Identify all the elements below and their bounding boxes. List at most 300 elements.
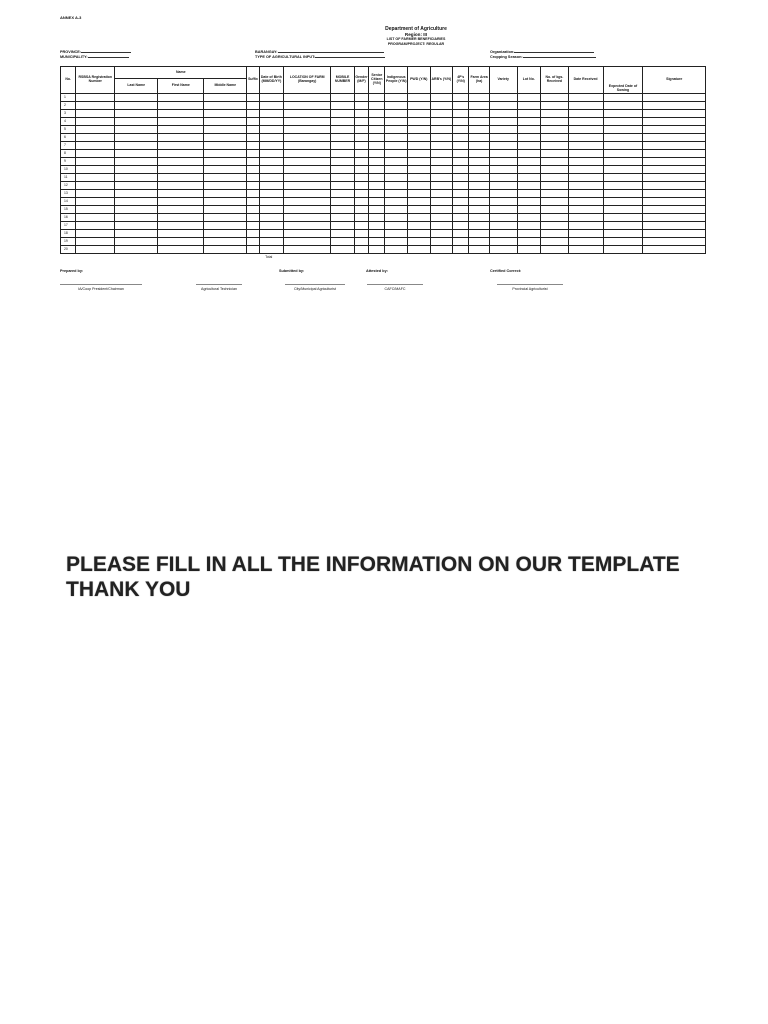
- table-cell[interactable]: [385, 94, 408, 102]
- table-cell[interactable]: [568, 142, 603, 150]
- table-cell[interactable]: [541, 174, 569, 182]
- table-cell[interactable]: [369, 102, 385, 110]
- table-cell[interactable]: [453, 94, 469, 102]
- table-cell[interactable]: [247, 190, 259, 198]
- table-cell[interactable]: [643, 214, 706, 222]
- table-cell[interactable]: [115, 214, 158, 222]
- table-cell[interactable]: [603, 102, 643, 110]
- table-cell[interactable]: [453, 142, 469, 150]
- table-cell[interactable]: [643, 142, 706, 150]
- table-cell[interactable]: [331, 246, 355, 254]
- table-cell[interactable]: [354, 110, 368, 118]
- table-cell[interactable]: [517, 110, 541, 118]
- table-cell[interactable]: [158, 206, 204, 214]
- table-cell[interactable]: [453, 238, 469, 246]
- table-cell[interactable]: [247, 174, 259, 182]
- table-cell[interactable]: [453, 110, 469, 118]
- table-cell[interactable]: [453, 166, 469, 174]
- table-cell[interactable]: [247, 110, 259, 118]
- table-cell[interactable]: [115, 134, 158, 142]
- table-cell[interactable]: [385, 150, 408, 158]
- table-cell[interactable]: [603, 198, 643, 206]
- table-cell[interactable]: [204, 222, 247, 230]
- table-cell[interactable]: [354, 182, 368, 190]
- table-cell[interactable]: [247, 214, 259, 222]
- table-cell[interactable]: [259, 238, 284, 246]
- table-cell[interactable]: [469, 190, 489, 198]
- table-cell[interactable]: [453, 158, 469, 166]
- table-cell[interactable]: [568, 118, 603, 126]
- table-cell[interactable]: [408, 166, 431, 174]
- table-cell[interactable]: [259, 206, 284, 214]
- table-cell[interactable]: [603, 126, 643, 134]
- table-cell[interactable]: [247, 182, 259, 190]
- table-cell[interactable]: [603, 166, 643, 174]
- table-cell[interactable]: [331, 190, 355, 198]
- table-cell[interactable]: [541, 134, 569, 142]
- table-cell[interactable]: [115, 126, 158, 134]
- table-cell[interactable]: [369, 198, 385, 206]
- table-cell[interactable]: [259, 198, 284, 206]
- table-cell[interactable]: [603, 230, 643, 238]
- table-cell[interactable]: [247, 118, 259, 126]
- table-cell[interactable]: [158, 134, 204, 142]
- table-cell[interactable]: [469, 142, 489, 150]
- table-cell[interactable]: [158, 142, 204, 150]
- table-cell[interactable]: [643, 206, 706, 214]
- table-cell[interactable]: [331, 182, 355, 190]
- table-cell[interactable]: [247, 158, 259, 166]
- table-cell[interactable]: [259, 158, 284, 166]
- table-cell[interactable]: [517, 174, 541, 182]
- table-cell[interactable]: [331, 134, 355, 142]
- table-cell[interactable]: [430, 206, 453, 214]
- table-cell[interactable]: [517, 158, 541, 166]
- table-cell[interactable]: [430, 182, 453, 190]
- table-cell[interactable]: [489, 94, 517, 102]
- table-cell[interactable]: [541, 222, 569, 230]
- table-cell[interactable]: [204, 166, 247, 174]
- table-cell[interactable]: [331, 206, 355, 214]
- table-cell[interactable]: [259, 190, 284, 198]
- table-cell[interactable]: [489, 166, 517, 174]
- table-cell[interactable]: [247, 126, 259, 134]
- table-cell[interactable]: [643, 190, 706, 198]
- table-cell[interactable]: [331, 230, 355, 238]
- table-cell[interactable]: [247, 222, 259, 230]
- table-cell[interactable]: [115, 198, 158, 206]
- table-cell[interactable]: [247, 166, 259, 174]
- table-cell[interactable]: [76, 246, 115, 254]
- table-cell[interactable]: [517, 134, 541, 142]
- table-cell[interactable]: [541, 214, 569, 222]
- table-cell[interactable]: [568, 150, 603, 158]
- table-cell[interactable]: [469, 134, 489, 142]
- table-cell[interactable]: [489, 206, 517, 214]
- table-cell[interactable]: [76, 150, 115, 158]
- table-cell[interactable]: [76, 94, 115, 102]
- table-cell[interactable]: [568, 214, 603, 222]
- table-cell[interactable]: [158, 94, 204, 102]
- table-cell[interactable]: [643, 238, 706, 246]
- table-cell[interactable]: [541, 230, 569, 238]
- table-cell[interactable]: [568, 198, 603, 206]
- table-cell[interactable]: [517, 118, 541, 126]
- table-cell[interactable]: [331, 102, 355, 110]
- table-cell[interactable]: [115, 102, 158, 110]
- table-cell[interactable]: [453, 206, 469, 214]
- table-cell[interactable]: [354, 158, 368, 166]
- table-cell[interactable]: [453, 198, 469, 206]
- table-cell[interactable]: [284, 158, 331, 166]
- table-cell[interactable]: [76, 190, 115, 198]
- table-cell[interactable]: [369, 166, 385, 174]
- table-cell[interactable]: [354, 198, 368, 206]
- table-cell[interactable]: [385, 102, 408, 110]
- table-cell[interactable]: [331, 158, 355, 166]
- table-cell[interactable]: [76, 222, 115, 230]
- table-cell[interactable]: [469, 110, 489, 118]
- table-cell[interactable]: [115, 238, 158, 246]
- table-cell[interactable]: [385, 190, 408, 198]
- table-cell[interactable]: [453, 230, 469, 238]
- table-cell[interactable]: [76, 166, 115, 174]
- table-cell[interactable]: [158, 158, 204, 166]
- table-cell[interactable]: [541, 158, 569, 166]
- table-cell[interactable]: [489, 190, 517, 198]
- table-cell[interactable]: [430, 198, 453, 206]
- table-cell[interactable]: [76, 126, 115, 134]
- table-cell[interactable]: [430, 238, 453, 246]
- table-cell[interactable]: [541, 102, 569, 110]
- table-cell[interactable]: [430, 110, 453, 118]
- table-cell[interactable]: [204, 126, 247, 134]
- table-cell[interactable]: [469, 118, 489, 126]
- table-cell[interactable]: [603, 94, 643, 102]
- table-cell[interactable]: [568, 246, 603, 254]
- table-cell[interactable]: [369, 238, 385, 246]
- table-cell[interactable]: [259, 94, 284, 102]
- table-cell[interactable]: [469, 166, 489, 174]
- table-cell[interactable]: [204, 206, 247, 214]
- table-cell[interactable]: [568, 174, 603, 182]
- table-cell[interactable]: [541, 182, 569, 190]
- table-cell[interactable]: [284, 246, 331, 254]
- table-cell[interactable]: [369, 110, 385, 118]
- table-cell[interactable]: [430, 158, 453, 166]
- table-cell[interactable]: [284, 126, 331, 134]
- table-cell[interactable]: [369, 230, 385, 238]
- table-cell[interactable]: [453, 134, 469, 142]
- table-cell[interactable]: [259, 222, 284, 230]
- table-cell[interactable]: [354, 134, 368, 142]
- table-cell[interactable]: [408, 230, 431, 238]
- table-cell[interactable]: [541, 246, 569, 254]
- table-cell[interactable]: [331, 166, 355, 174]
- table-cell[interactable]: [643, 222, 706, 230]
- table-cell[interactable]: [489, 174, 517, 182]
- table-cell[interactable]: [354, 230, 368, 238]
- table-cell[interactable]: [76, 142, 115, 150]
- table-cell[interactable]: [385, 198, 408, 206]
- table-cell[interactable]: [158, 190, 204, 198]
- table-cell[interactable]: [517, 198, 541, 206]
- table-cell[interactable]: [643, 150, 706, 158]
- table-cell[interactable]: [603, 238, 643, 246]
- table-cell[interactable]: [354, 102, 368, 110]
- table-cell[interactable]: [259, 150, 284, 158]
- table-cell[interactable]: [643, 134, 706, 142]
- table-cell[interactable]: [541, 190, 569, 198]
- table-cell[interactable]: [489, 134, 517, 142]
- table-cell[interactable]: [517, 142, 541, 150]
- table-cell[interactable]: [259, 102, 284, 110]
- table-cell[interactable]: [489, 222, 517, 230]
- table-cell[interactable]: [408, 94, 431, 102]
- table-cell[interactable]: [369, 174, 385, 182]
- table-cell[interactable]: [369, 118, 385, 126]
- table-cell[interactable]: [453, 190, 469, 198]
- table-cell[interactable]: [430, 174, 453, 182]
- table-cell[interactable]: [430, 142, 453, 150]
- table-cell[interactable]: [643, 118, 706, 126]
- table-cell[interactable]: [115, 142, 158, 150]
- table-cell[interactable]: [408, 222, 431, 230]
- table-cell[interactable]: [204, 230, 247, 238]
- table-cell[interactable]: [76, 214, 115, 222]
- table-cell[interactable]: [284, 222, 331, 230]
- table-cell[interactable]: [489, 110, 517, 118]
- table-cell[interactable]: [331, 174, 355, 182]
- table-cell[interactable]: [331, 126, 355, 134]
- table-cell[interactable]: [430, 150, 453, 158]
- table-cell[interactable]: [469, 198, 489, 206]
- table-cell[interactable]: [541, 150, 569, 158]
- table-cell[interactable]: [603, 134, 643, 142]
- table-cell[interactable]: [489, 198, 517, 206]
- table-cell[interactable]: [408, 198, 431, 206]
- table-cell[interactable]: [76, 174, 115, 182]
- table-cell[interactable]: [284, 182, 331, 190]
- table-cell[interactable]: [115, 222, 158, 230]
- table-cell[interactable]: [115, 158, 158, 166]
- table-cell[interactable]: [643, 174, 706, 182]
- table-cell[interactable]: [76, 182, 115, 190]
- table-cell[interactable]: [259, 174, 284, 182]
- table-cell[interactable]: [331, 198, 355, 206]
- table-cell[interactable]: [369, 158, 385, 166]
- province-blank[interactable]: [81, 49, 131, 53]
- table-cell[interactable]: [158, 166, 204, 174]
- table-cell[interactable]: [517, 246, 541, 254]
- table-cell[interactable]: [469, 126, 489, 134]
- table-cell[interactable]: [408, 126, 431, 134]
- table-cell[interactable]: [385, 238, 408, 246]
- municipality-field[interactable]: [60, 54, 129, 59]
- table-cell[interactable]: [115, 206, 158, 214]
- table-cell[interactable]: [158, 222, 204, 230]
- table-cell[interactable]: [354, 174, 368, 182]
- organization-blank[interactable]: [514, 49, 594, 53]
- table-cell[interactable]: [603, 142, 643, 150]
- table-cell[interactable]: [115, 174, 158, 182]
- table-cell[interactable]: [158, 126, 204, 134]
- table-cell[interactable]: [204, 190, 247, 198]
- table-cell[interactable]: [453, 246, 469, 254]
- table-cell[interactable]: [517, 166, 541, 174]
- table-cell[interactable]: [517, 238, 541, 246]
- table-cell[interactable]: [469, 214, 489, 222]
- table-cell[interactable]: [430, 166, 453, 174]
- table-cell[interactable]: [469, 158, 489, 166]
- table-cell[interactable]: [204, 134, 247, 142]
- table-cell[interactable]: [158, 246, 204, 254]
- table-cell[interactable]: [204, 198, 247, 206]
- table-cell[interactable]: [469, 94, 489, 102]
- table-cell[interactable]: [259, 214, 284, 222]
- table-cell[interactable]: [284, 94, 331, 102]
- table-cell[interactable]: [469, 102, 489, 110]
- table-cell[interactable]: [643, 110, 706, 118]
- table-cell[interactable]: [76, 206, 115, 214]
- table-cell[interactable]: [568, 126, 603, 134]
- table-cell[interactable]: [284, 142, 331, 150]
- table-cell[interactable]: [158, 198, 204, 206]
- table-cell[interactable]: [517, 214, 541, 222]
- table-cell[interactable]: [603, 118, 643, 126]
- cropping-season-blank[interactable]: [523, 54, 596, 58]
- table-cell[interactable]: [158, 110, 204, 118]
- table-cell[interactable]: [489, 158, 517, 166]
- table-cell[interactable]: [259, 142, 284, 150]
- table-cell[interactable]: [284, 102, 331, 110]
- table-cell[interactable]: [204, 174, 247, 182]
- cropping-season-field[interactable]: [490, 54, 596, 59]
- table-cell[interactable]: [517, 222, 541, 230]
- table-cell[interactable]: [354, 190, 368, 198]
- table-cell[interactable]: [331, 94, 355, 102]
- table-cell[interactable]: [385, 110, 408, 118]
- table-cell[interactable]: [331, 238, 355, 246]
- table-cell[interactable]: [568, 134, 603, 142]
- table-cell[interactable]: [204, 102, 247, 110]
- table-cell[interactable]: [469, 238, 489, 246]
- table-cell[interactable]: [541, 94, 569, 102]
- table-cell[interactable]: [603, 158, 643, 166]
- table-cell[interactable]: [247, 94, 259, 102]
- table-cell[interactable]: [385, 134, 408, 142]
- table-cell[interactable]: [204, 142, 247, 150]
- table-cell[interactable]: [115, 166, 158, 174]
- table-cell[interactable]: [489, 150, 517, 158]
- table-cell[interactable]: [385, 230, 408, 238]
- table-cell[interactable]: [259, 166, 284, 174]
- table-cell[interactable]: [568, 110, 603, 118]
- table-cell[interactable]: [517, 206, 541, 214]
- table-cell[interactable]: [603, 182, 643, 190]
- table-cell[interactable]: [489, 230, 517, 238]
- table-cell[interactable]: [489, 142, 517, 150]
- table-cell[interactable]: [204, 150, 247, 158]
- table-cell[interactable]: [603, 190, 643, 198]
- table-cell[interactable]: [489, 126, 517, 134]
- table-cell[interactable]: [385, 174, 408, 182]
- table-cell[interactable]: [517, 126, 541, 134]
- table-cell[interactable]: [204, 214, 247, 222]
- table-cell[interactable]: [489, 246, 517, 254]
- table-cell[interactable]: [247, 246, 259, 254]
- table-cell[interactable]: [369, 206, 385, 214]
- table-cell[interactable]: [568, 94, 603, 102]
- table-cell[interactable]: [430, 214, 453, 222]
- table-cell[interactable]: [354, 150, 368, 158]
- table-cell[interactable]: [603, 110, 643, 118]
- table-cell[interactable]: [115, 230, 158, 238]
- table-cell[interactable]: [354, 214, 368, 222]
- table-cell[interactable]: [76, 102, 115, 110]
- table-cell[interactable]: [568, 158, 603, 166]
- table-cell[interactable]: [541, 166, 569, 174]
- table-cell[interactable]: [603, 174, 643, 182]
- table-cell[interactable]: [568, 190, 603, 198]
- table-cell[interactable]: [158, 102, 204, 110]
- table-cell[interactable]: [331, 142, 355, 150]
- table-cell[interactable]: [643, 126, 706, 134]
- table-cell[interactable]: [517, 102, 541, 110]
- table-cell[interactable]: [430, 222, 453, 230]
- input-type-blank[interactable]: [315, 54, 385, 58]
- table-cell[interactable]: [643, 166, 706, 174]
- table-cell[interactable]: [643, 246, 706, 254]
- table-cell[interactable]: [259, 134, 284, 142]
- table-cell[interactable]: [469, 222, 489, 230]
- table-cell[interactable]: [247, 238, 259, 246]
- table-cell[interactable]: [259, 230, 284, 238]
- table-cell[interactable]: [204, 118, 247, 126]
- table-cell[interactable]: [354, 206, 368, 214]
- table-cell[interactable]: [284, 190, 331, 198]
- table-cell[interactable]: [284, 230, 331, 238]
- table-cell[interactable]: [517, 182, 541, 190]
- table-cell[interactable]: [76, 198, 115, 206]
- table-cell[interactable]: [603, 150, 643, 158]
- table-cell[interactable]: [284, 238, 331, 246]
- barangay-blank[interactable]: [278, 49, 384, 53]
- table-cell[interactable]: [517, 190, 541, 198]
- table-cell[interactable]: [453, 222, 469, 230]
- table-cell[interactable]: [453, 214, 469, 222]
- table-cell[interactable]: [408, 206, 431, 214]
- input-type-field[interactable]: [255, 54, 385, 59]
- table-cell[interactable]: [408, 182, 431, 190]
- table-cell[interactable]: [284, 174, 331, 182]
- table-cell[interactable]: [369, 214, 385, 222]
- table-cell[interactable]: [369, 246, 385, 254]
- table-cell[interactable]: [469, 182, 489, 190]
- table-cell[interactable]: [385, 166, 408, 174]
- table-cell[interactable]: [369, 182, 385, 190]
- table-cell[interactable]: [247, 102, 259, 110]
- table-cell[interactable]: [331, 110, 355, 118]
- table-cell[interactable]: [115, 182, 158, 190]
- table-cell[interactable]: [204, 246, 247, 254]
- table-cell[interactable]: [331, 222, 355, 230]
- table-cell[interactable]: [489, 214, 517, 222]
- table-cell[interactable]: [489, 238, 517, 246]
- table-cell[interactable]: [430, 134, 453, 142]
- table-cell[interactable]: [354, 142, 368, 150]
- table-cell[interactable]: [568, 222, 603, 230]
